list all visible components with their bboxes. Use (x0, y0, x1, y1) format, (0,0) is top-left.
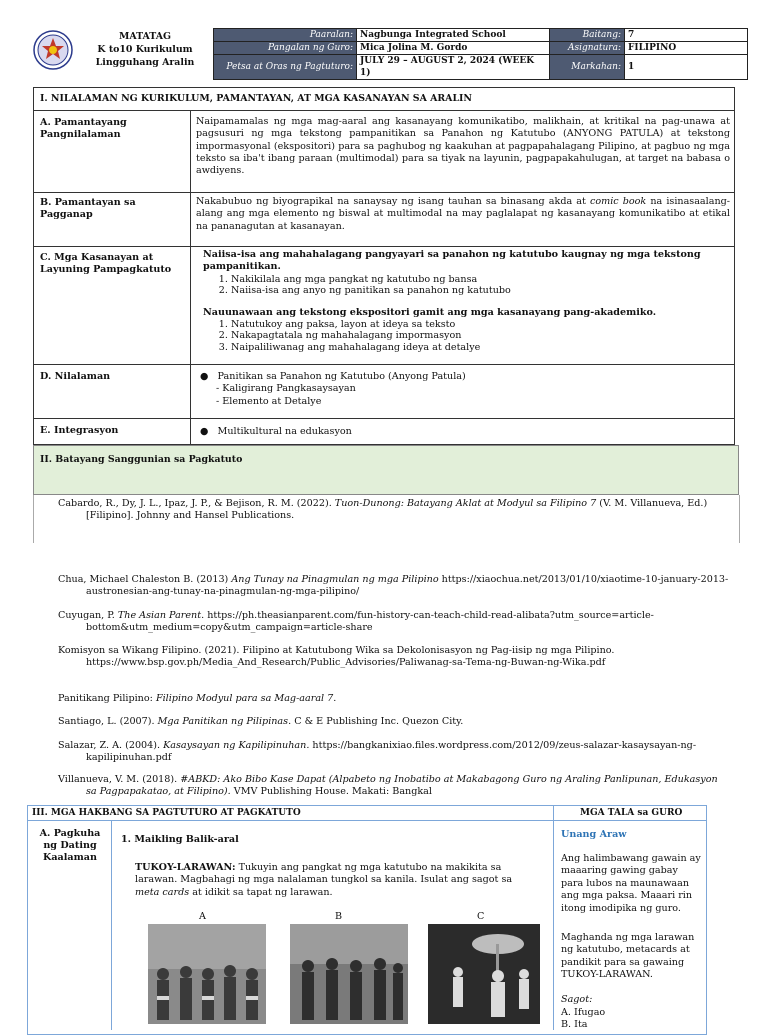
ref-text: C & E Publishing Inc. Quezon City. (291, 716, 464, 727)
ref-text: https://xiaochua.net/2013/01/10/xiaotime-10-january-2013-austronesian-ang-tunay-na-pinagmulan-ng-mga-pilipino/ (86, 574, 729, 597)
reference-item (58, 774, 730, 798)
teacher-notes-title: MGA TALA sa GURO (580, 808, 683, 818)
competency-item: 2. Nakapagtatala ng mahahalagang impormasyon (231, 330, 723, 342)
divider (33, 192, 735, 193)
activity-text: Tukuyin ang pangkat ng mga katutubo na makikita sa larawan. Magbahagi ng mga nalalaman tungkol sa kanila. Isulat ang sagot sa (135, 862, 513, 886)
ref-text: Chua, Michael Chaleston B. (2013) (58, 574, 232, 585)
note-answer-item: A. Ifugao (561, 1007, 606, 1018)
integration-label: E. Integrasyon (40, 425, 119, 436)
prior-knowledge-label: A. Pagkuha ng Dating Kaalaman (39, 828, 101, 863)
ref-text: VMV Publishing House. Makati: Bangkal (230, 786, 432, 797)
section-3-title: III. MGA HAKBANG SA PAGTUTURO AT PAGKATUTO (32, 808, 301, 818)
date-label: Petsa at Oras ng Pagtuturo: (214, 55, 357, 80)
content-sub-item: - Kaligirang Pangkasaysayan (216, 383, 356, 395)
reference-item (58, 574, 730, 598)
integration-cell (200, 426, 720, 438)
divider (33, 495, 34, 543)
content-cell (200, 371, 720, 408)
teacher-value: Mica Jolina M. Gordo (357, 42, 550, 55)
teacher-label: Pangalan ng Guro: (214, 42, 357, 55)
subject-label: Asignatura: (550, 42, 625, 55)
performance-text-emphasis: comic book (589, 196, 647, 207)
content-label: D. Nilalaman (40, 371, 111, 382)
section-2-title: II. Batayang Sanggunian sa Pagkatuto (40, 454, 243, 465)
competency-list-2 (203, 319, 723, 354)
photo-maranao-dance (428, 924, 540, 1024)
competency-list-1 (203, 274, 723, 297)
ref-title: Filipino Modyul para sa Mag-aaral 7. (155, 693, 337, 704)
ref-title: The Asian Parent. (117, 610, 205, 621)
ref-text: https://bangkanixiao.files.wordpress.com/2012/09/zeus-salazar-kasaysayan-ng-kapilipinuhan.pdf (86, 740, 697, 763)
note-paragraph-1: Ang halimbawang gawain ay maaaring gawing gabay para lubos na maunawaan ang mga paksa. Maaari rin itong imodipika ng guro. (561, 853, 701, 914)
divider (190, 110, 191, 445)
ref-text: Panitikang Pilipino: (58, 693, 156, 704)
photo-label-c: C (477, 911, 485, 922)
photo-label-b: B (335, 911, 343, 922)
quarter-value: 1 (625, 55, 748, 80)
photo-ita-group (290, 924, 408, 1024)
note-day-label: Unang Araw (561, 829, 627, 840)
school-label: Paaralan: (214, 29, 357, 42)
content-bullet (200, 371, 720, 383)
competency-item: 1. Natutukoy ang paksa, layon at ideya sa teksto (231, 319, 723, 331)
ref-text: Cuyugan, P. (58, 610, 118, 621)
ref-title: #ABKD: Ako Bibo Kase Dapat (Alpabeto ng Inobatibo at Makabagong Guro ng Araling Panlipunan, Edukasyon sa Pagpapakatao, at Filipino). (86, 774, 718, 797)
photo-ifugao-group (148, 924, 266, 1024)
school-value: Nagbunga Integrated School (357, 29, 550, 42)
ref-text: Salazar, Z. A. (2004). (58, 740, 164, 751)
activity-emphasis: meta cards (135, 886, 190, 898)
reference-item (58, 498, 730, 522)
competencies-content (203, 249, 723, 353)
divider (33, 110, 735, 111)
note-paragraph-2: Maghanda ng mga larawan ng katutubo, metacards at pandikit para sa gawaing TUKOY-LARAWAN. (561, 932, 695, 981)
note-answer-item: B. Ita (561, 1019, 588, 1030)
divider (739, 495, 740, 543)
note-answer-heading: Sagot: (561, 994, 593, 1005)
quarter-label: Markahan: (550, 55, 625, 80)
performance-text-part: Nakabubuo ng biyograpikal na sanaysay ng isang tauhan sa binasang akda at (196, 196, 590, 207)
header-info-table (213, 28, 748, 80)
title-line-2: K to10 Kurikulum (97, 44, 193, 55)
ref-text: Cabardo, R., Dy, J. L., Ipaz, J. P., & Bejison, R. M. (2022). (58, 498, 335, 509)
activity-name: TUKOY-LARAWAN: (135, 862, 236, 873)
ref-text: Villanueva, V. M. (2018). (58, 774, 181, 785)
reference-item (58, 645, 730, 669)
ref-text: Santiago, L. (2007). (58, 716, 158, 727)
content-bullet-text: Panitikan sa Panahon ng Katutubo (Anyong Patula) (217, 371, 466, 382)
competency-heading-2: Nauunawaan ang tekstong ekspositori gamit ang mga kasanayang pang-akademiko. (203, 306, 657, 318)
step-title: 1. Maikling Balik-aral (121, 834, 239, 845)
ref-text: https://ph.theasianparent.com/fun-history-can-teach-child-read-alibata?utm_source=article-bottom&utm_medium=copy&utm_campaign=article-share (86, 610, 654, 633)
title-line-3: Lingguhang Aralin (95, 57, 195, 68)
activity-instructions (135, 862, 515, 899)
grade-label: Baitang: (550, 29, 625, 42)
activity-text: at idikit sa tapat ng larawan. (189, 886, 333, 898)
divider (33, 246, 735, 247)
section-1-title: I. NILALAMAN NG KURIKULUM, PAMANTAYAN, AT MGA KASANAYAN SA ARALIN (40, 93, 473, 104)
ref-title: Ang Tunay na Pinagmulan ng mga Pilipino (231, 574, 439, 585)
content-sub-item: - Elemento at Detalye (216, 395, 322, 407)
reference-item (58, 716, 730, 728)
divider (553, 805, 554, 1030)
reference-item (58, 693, 730, 705)
ref-text: Komisyon sa Wikang Filipino. (2021). Filipino at Katutubong Wika sa Dekolonisasyon ng Pag-iisip ng mga Pilipino. https://www.bsp.gov.ph/Media_And_Research/Public_Advisories/Paliwanag-sa-Tema-ng-Buwan-ng-Wika.pdf (58, 645, 615, 668)
date-value: JULY 29 – AUGUST 2, 2024 (WEEK 1) (357, 55, 550, 80)
grade-value: 7 (625, 29, 748, 42)
divider (27, 820, 707, 821)
competency-item: 3. Naipaliliwanag ang mahahalagang ideya at detalye (231, 342, 723, 354)
competencies-label: C. Mga Kasanayan at Layuning Pampagkatuto (40, 252, 172, 275)
title-line-1: MATATAG (118, 31, 172, 42)
divider (33, 418, 735, 419)
ref-text: (V. M. Villanueva, Ed.) [Filipino]. Johnny and Hansel Publications. (86, 498, 708, 521)
reference-item (58, 610, 730, 634)
integration-text: Multikultural na edukasyon (217, 426, 352, 437)
content-standard-label: A. Pamantayang Pangnilalaman (40, 117, 127, 140)
performance-standard-label: B. Pamantayan sa Pagganap (40, 197, 136, 220)
competency-item: 1. Nakikilala ang mga pangkat ng katutubo ng bansa (231, 274, 723, 286)
bullet-icon: ● (200, 371, 209, 382)
divider (111, 820, 112, 1030)
performance-text-part: na isinasaalang-alang ang mga elemento ng biswal at multimodal na may paglalapat ng kasanayang komunikatibo at etikal na pananagutan at kasanayan. (196, 196, 731, 232)
divider (33, 364, 735, 365)
performance-standard-text (196, 196, 730, 233)
competency-heading-1: Naiisa-isa ang mahahalagang pangyayari sa panahon ng katutubo kaugnay ng mga tekstong pampanitikan. (203, 249, 701, 273)
competency-item: 2. Naiisa-isa ang anyo ng panitikan sa panahon ng katutubo (231, 285, 723, 297)
section-2-header (33, 445, 739, 495)
subject-value: FILIPINO (625, 42, 748, 55)
ref-title: Kasaysayan ng Kapilipinuhan. (163, 740, 310, 751)
photo-label-a: A (199, 911, 206, 922)
content-standard-text: Naipamamalas ng mga mag-aaral ang kasanayang komunikatibo, malikhain, at kritikal na pag-unawa at pagsusuri ng mga tekstong pampanitikan sa Panahon ng Katutubo (ANYONG PATULA) at tekstong impormasyonal (ekspositori) para sa paghubog ng kaakuhan at pagpapahalagang Pilipino, at pagbuo ng mga teksto sa iba't ibang paraan (multimodal) para sa tiyak na layunin, pagpapakahulugan, at target na babasa o awdiyens. (196, 116, 730, 177)
ref-title: Tuon-Dunong: Batayang Aklat at Modyul sa Filipino 7 (334, 498, 597, 509)
ref-title: Mga Panitikan ng Pilipinas. (157, 716, 292, 727)
deped-seal-logo (33, 30, 73, 70)
reference-item (58, 740, 730, 764)
bullet-icon: ● (200, 426, 209, 437)
document-title-block (80, 30, 210, 69)
